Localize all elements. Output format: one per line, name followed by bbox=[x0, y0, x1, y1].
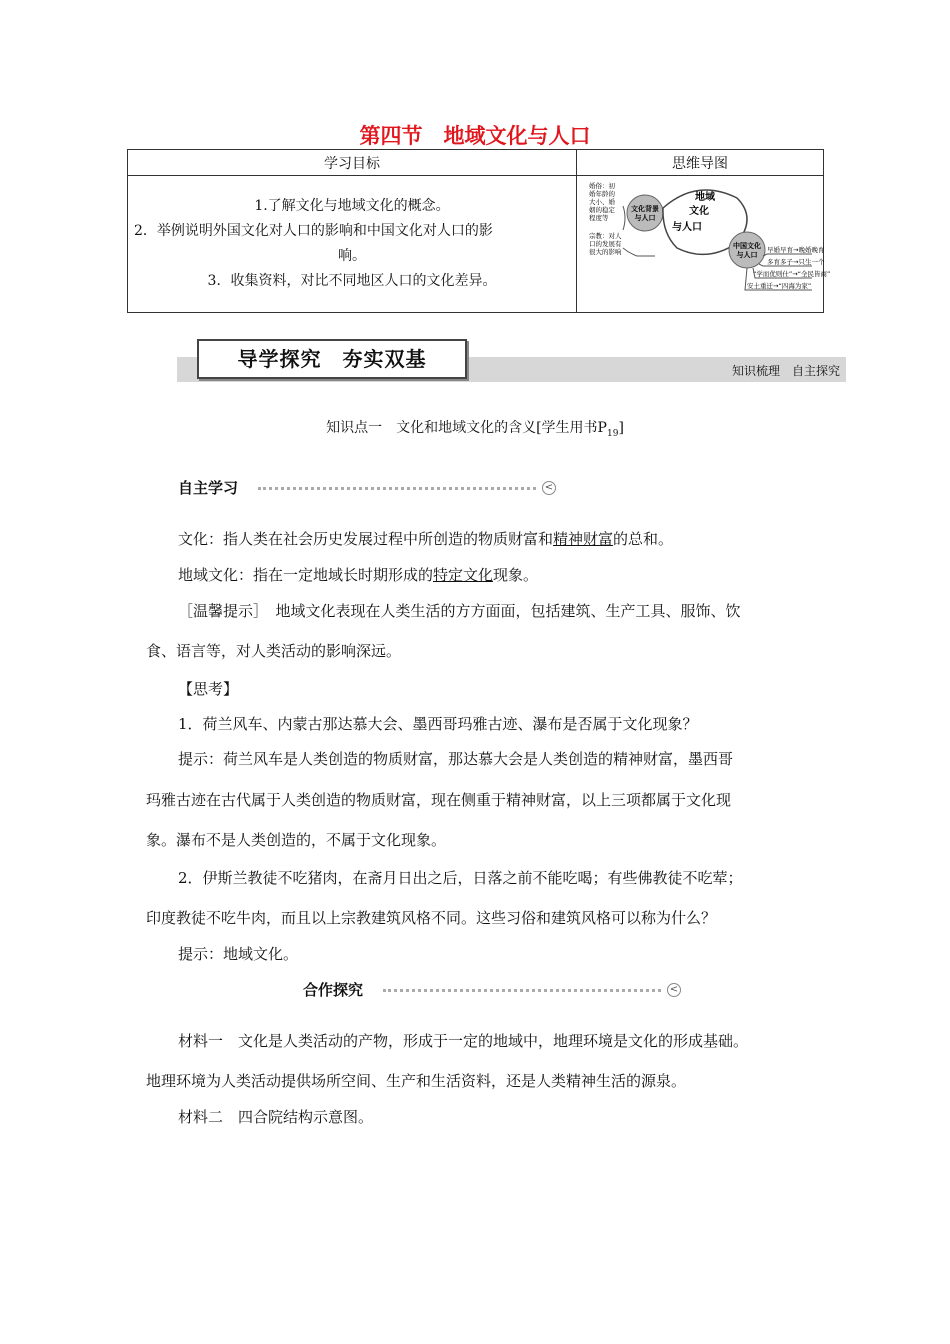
left-note: 宗教：对人口的发展有很大的影响 bbox=[589, 232, 622, 256]
question-2-line: 印度教徒不吃牛肉，而且以上宗教建筑风格不同。这些习俗和建筑风格可以称为什么？ bbox=[146, 909, 717, 927]
knowledge-point-heading: 知识点一 文化和地域文化的含义[学生用书$P_{19}$] bbox=[326, 420, 624, 439]
goal-line: 响。 bbox=[338, 248, 366, 264]
page-title: 第四节 地域文化与人口 bbox=[359, 124, 591, 148]
mindmap-cell bbox=[577, 176, 831, 313]
mindmap-header: 思维导图 bbox=[577, 150, 824, 176]
question-1: 1．荷兰风车、内蒙古那达慕大会、墨西哥玛雅古迹、瀑布是否属于文化现象？ bbox=[178, 715, 698, 733]
mindmap-diagram bbox=[587, 178, 831, 308]
answer-1-line: 提示：荷兰风车是人类创造的物质财富，那达慕大会是人类创造的精神财富，墨西哥 bbox=[178, 750, 734, 768]
section-heading-cooperative: 合作探究 bbox=[303, 981, 364, 999]
right-note: “学而优则仕”→“全民皆商” bbox=[753, 270, 831, 278]
section-heading-self-study: 自主学习 bbox=[178, 479, 239, 497]
goal-line: 1.了解文化与地域文化的概念。 bbox=[254, 198, 450, 214]
banner-subtitle: 知识梳理 自主探究 bbox=[731, 364, 840, 378]
chevron-left-icon: < bbox=[667, 983, 681, 997]
paragraph-culture: 文化：指人类在社会历史发展过程中所创造的物质财富和精神财富的总和。 bbox=[178, 530, 674, 548]
tip-line: ［温馨提示］ 地域文化表现在人类生活的方方面面，包括建筑、生产工具、服饰、饮 bbox=[178, 602, 741, 620]
answer-2: 提示：地域文化。 bbox=[178, 945, 299, 963]
section-dots bbox=[258, 487, 536, 490]
goals-header: 学习目标 bbox=[128, 150, 577, 176]
material-1-line: 材料一 文化是人类活动的产物，形成于一定的地域中，地理环境是文化的形成基础。 bbox=[178, 1032, 749, 1050]
chevron-left-icon: < bbox=[542, 481, 556, 495]
question-2-line: 2．伊斯兰教徒不吃猪肉，在斋月日出之后，日落之前不能吃喝；有些佛教徒不吃荤； bbox=[178, 869, 743, 887]
right-note: 早婚早育→晚婚晚育 bbox=[767, 246, 825, 254]
right-node bbox=[729, 232, 765, 268]
goal-line: 3．收集资料，对比不同地区人口的文化差异。 bbox=[207, 273, 497, 289]
left-node-label: 文化背景与人口 bbox=[631, 205, 659, 222]
goal-line: 2．举例说明外国文化对人口的影响和中国文化对人口的影 bbox=[134, 223, 493, 239]
center-label: 地域文化与人口 bbox=[672, 192, 715, 233]
material-1-line: 地理环境为人类活动提供场所空间、生产和生活资料，还是人类精神生活的源泉。 bbox=[146, 1072, 687, 1090]
material-2: 材料二 四合院结构示意图。 bbox=[178, 1108, 374, 1126]
paragraph-regional-culture: 地域文化：指在一定地域长时期形成的特定文化现象。 bbox=[178, 566, 539, 584]
banner-title: 导学探究 夯实双基 bbox=[197, 339, 467, 379]
right-note: 安土重迁→“四海为家” bbox=[747, 282, 812, 290]
right-node-label: 中国文化与人口 bbox=[733, 242, 761, 259]
section-dots bbox=[383, 989, 661, 992]
goals-cell bbox=[128, 176, 577, 313]
think-label: 【思考】 bbox=[178, 680, 239, 698]
left-note: 婚俗：初婚年龄的大小、婚姻的稳定程度等 bbox=[589, 182, 615, 222]
right-note: 多育多子→只生一个 bbox=[767, 258, 825, 266]
goals-table bbox=[127, 149, 831, 313]
answer-1-line: 玛雅古迹在古代属于人类创造的物质财富，现在侧重于精神财富，以上三项都属于文化现 bbox=[146, 791, 732, 809]
answer-1-line: 象。瀑布不是人类创造的，不属于文化现象。 bbox=[146, 831, 447, 849]
left-node bbox=[627, 195, 663, 231]
tip-line: 食、语言等，对人类活动的影响深远。 bbox=[146, 642, 402, 660]
